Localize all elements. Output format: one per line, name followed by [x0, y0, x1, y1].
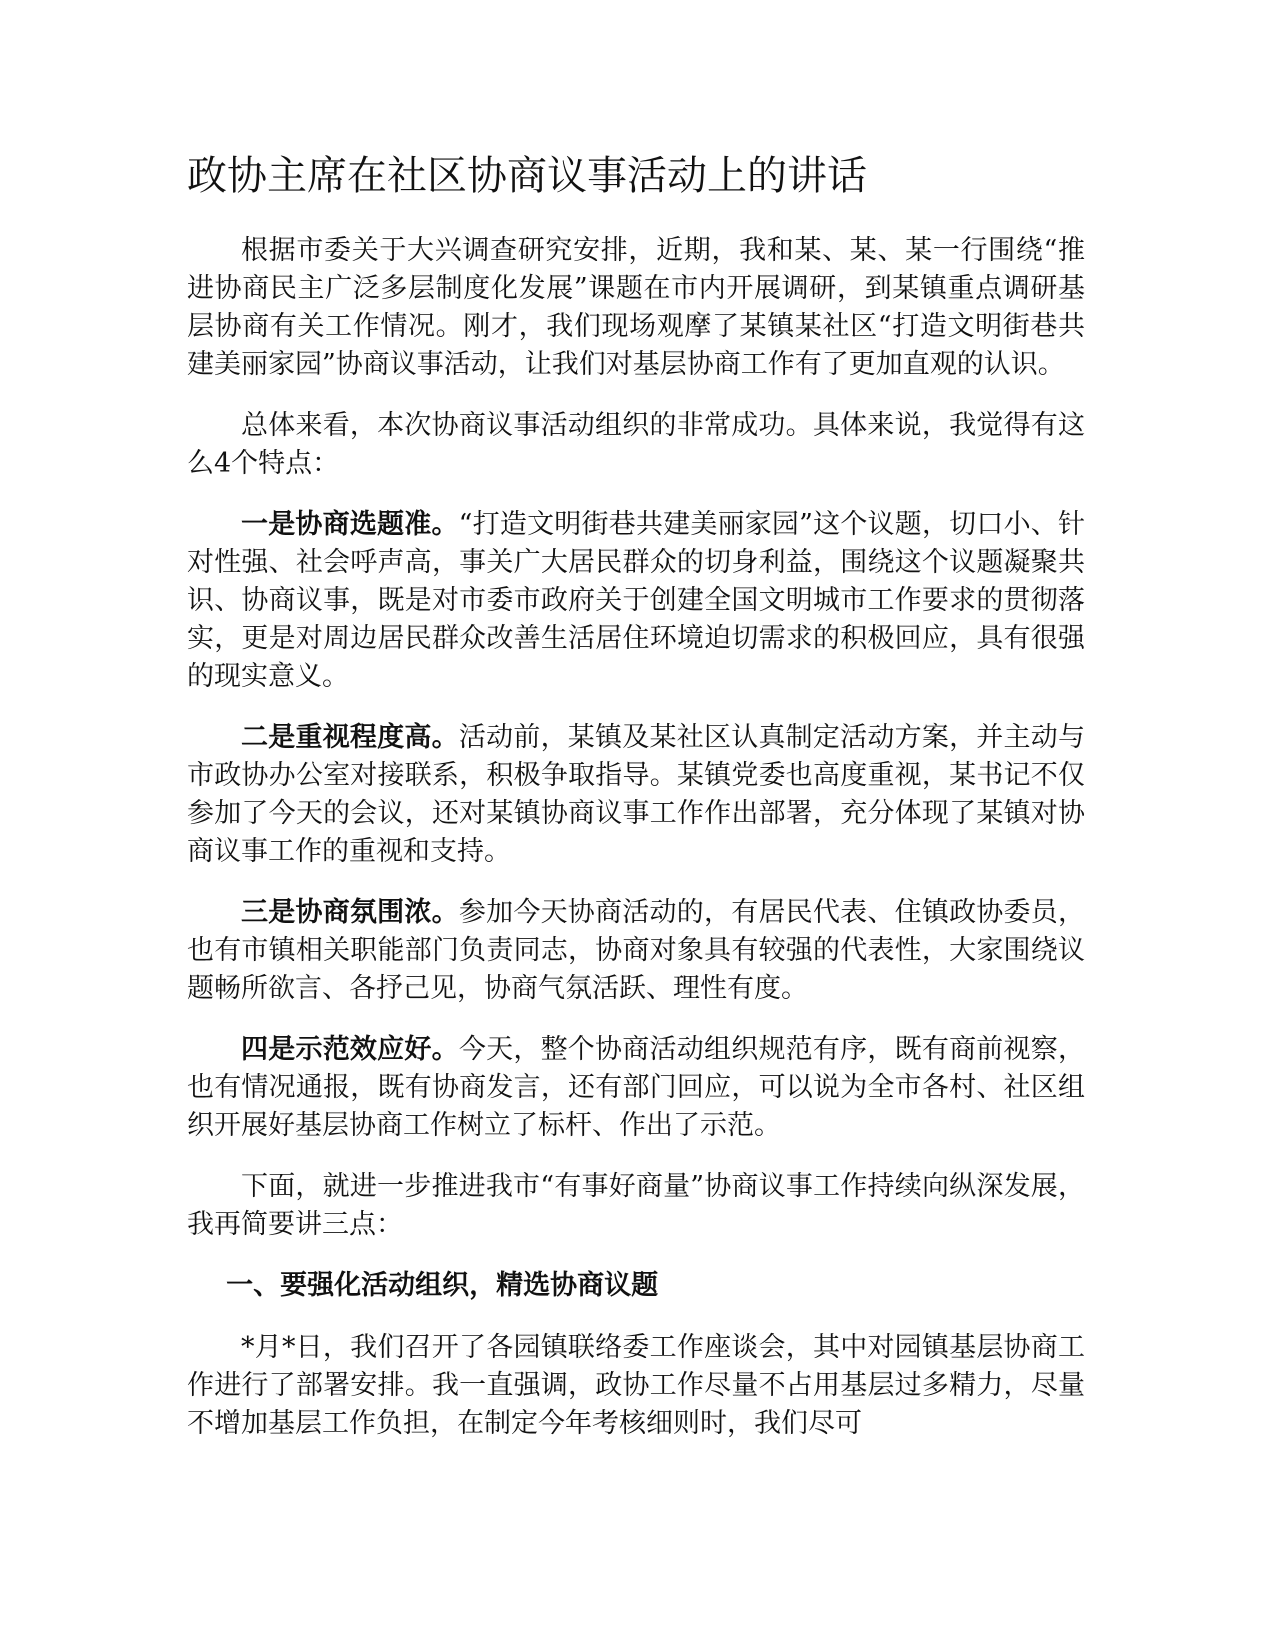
paragraph-point-1	[187, 506, 1085, 696]
paragraph-overview	[187, 407, 1085, 483]
paragraph-text: “打造文明街巷共建美丽家园”这个议题，切口小、针对性强、社会呼声高，事关广大居民群众的切身利益，围绕这个议题凝聚共识、协商议事，既是对市委市政府关于创建全国文明城市工作要求的贯彻落实，更是对周边居民群众改善生活居住环境迫切需求的积极回应，具有很强的现实意义。	[187, 509, 1086, 692]
paragraph-text: 活动前，某镇及某社区认真制定活动方案，并主动与市政协办公室对接联系，积极争取指导。某镇党委也高度重视，某书记不仅参加了今天的会议，还对某镇协商议事工作作出部署，充分体现了某镇对协商议事工作的重视和支持。	[187, 722, 1086, 867]
paragraph-lead: 三是协商氛围浓。	[241, 897, 459, 928]
document-page	[187, 146, 1085, 1466]
section-heading: 一、要强化活动组织，精选协商议题	[226, 1270, 659, 1301]
paragraph-text: 根据市委关于大兴调查研究安排，近期，我和某、某、某一行围绕“推进协商民主广泛多层制度化发展”课题在市内开展调研，到某镇重点调研基层协商有关工作情况。刚才，我们现场观摩了某镇某社区“打造文明街巷共建美丽家园”协商议事活动，让我们对基层协商工作有了更加直观的认识。	[187, 235, 1085, 380]
paragraph-intro	[187, 232, 1085, 384]
paragraph-point-2	[187, 719, 1085, 871]
paragraph-point-3	[187, 894, 1085, 1008]
paragraph-point-4	[187, 1031, 1085, 1145]
paragraph-text: 总体来看，本次协商议事活动组织的非常成功。具体来说，我觉得有这么4个特点：	[187, 410, 1085, 479]
document-title: 政协主席在社区协商议事活动上的讲话	[187, 153, 867, 199]
paragraph-lead: 二是重视程度高。	[241, 722, 459, 753]
paragraph-text: 下面，就进一步推进我市“有事好商量”协商议事工作持续向纵深发展，我再简要讲三点：	[187, 1171, 1085, 1240]
paragraph-lead: 一是协商选题准。	[241, 509, 459, 540]
paragraph-text: 参加今天协商活动的，有居民代表、住镇政协委员，也有市镇相关职能部门负责同志，协商对象具有较强的代表性，大家围绕议题畅所欲言、各抒己见，协商气氛活跃、理性有度。	[187, 897, 1086, 1004]
paragraph-lead: 四是示范效应好。	[241, 1034, 459, 1065]
paragraph-closing: *月*日，我们召开了各园镇联络委工作座谈会，其中对园镇基层协商工作进行了部署安排。我一直强调，政协工作尽量不占用基层过多精力，尽量不增加基层工作负担，在制定今年考核细则时，我们尽可	[187, 1332, 1085, 1439]
paragraph-text: 今天，整个协商活动组织规范有序，既有商前视察，也有情况通报，既有协商发言，还有部门回应，可以说为全市各村、社区组织开展好基层协商工作树立了标杆、作出了示范。	[187, 1034, 1086, 1141]
paragraph-transition	[187, 1168, 1085, 1244]
